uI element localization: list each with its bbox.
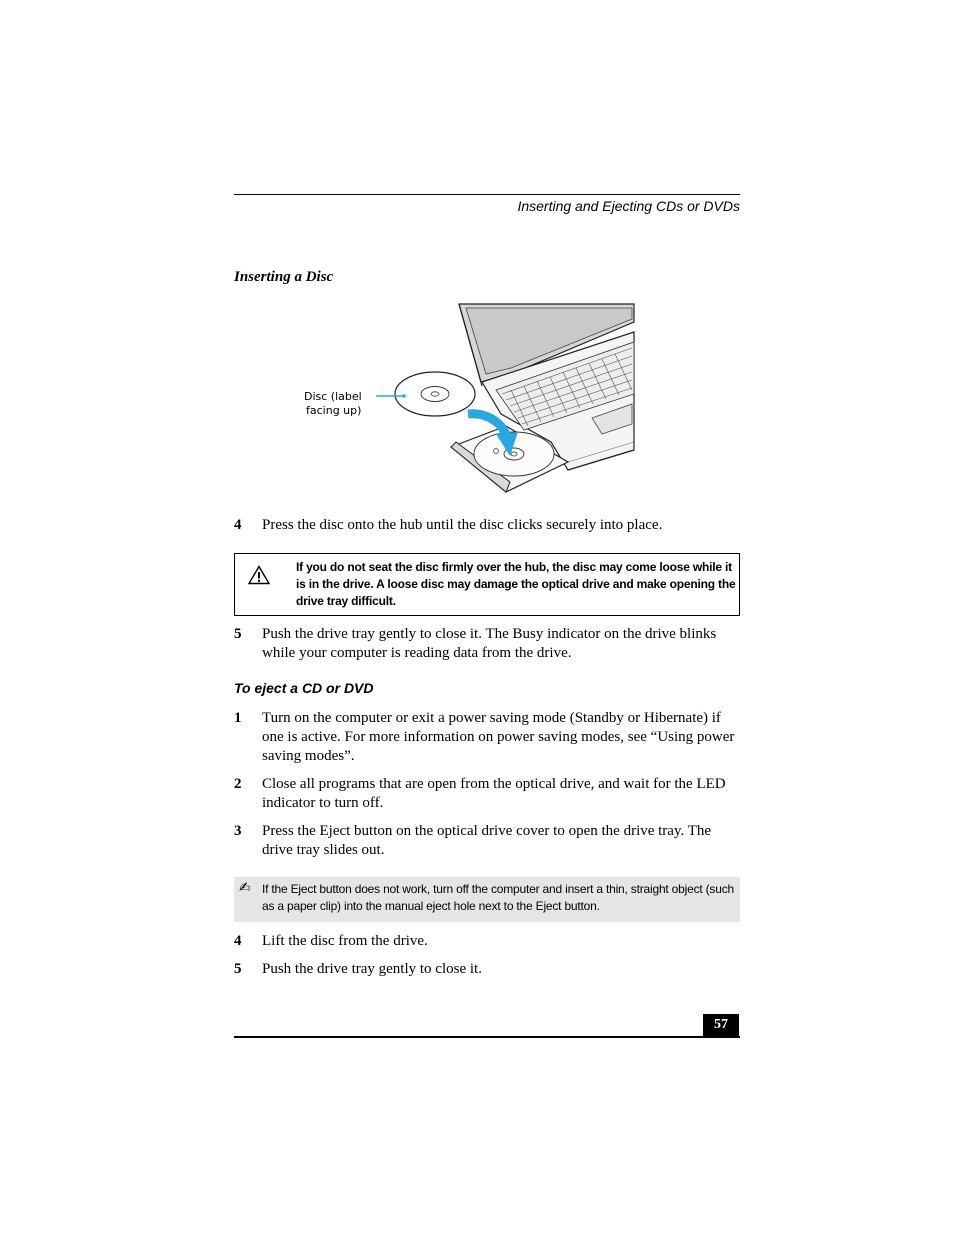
step-number: 5: [234, 626, 242, 642]
step-text: Turn on the computer or exit a power saving mode (Standby or Hibernate) if one is active. For more information on power saving modes, see “Using power saving modes”.: [262, 710, 735, 764]
header-rule: [234, 194, 740, 195]
step-text: Press the Eject button on the optical drive cover to open the drive tray. The drive tray slides out.: [262, 823, 712, 858]
footer-rule: [234, 1036, 740, 1038]
warning-text: If you do not seat the disc firmly over the hub, the disc may come loose while it is in the drive. A loose disc may damage the optical drive and make opening the drive tray difficult.: [296, 560, 736, 608]
eject-step-4: [234, 932, 740, 951]
eject-step-3: [234, 822, 740, 860]
step-number: 3: [234, 823, 242, 839]
insert-step-4: [234, 516, 740, 535]
running-title: Inserting and Ejecting CDs or DVDs: [517, 198, 740, 214]
page-number: 57: [703, 1014, 739, 1036]
warning-triangle-icon: [248, 565, 270, 585]
insert-step-5: [234, 625, 740, 663]
step-text: Push the drive tray gently to close it. The Busy indicator on the drive blinks while your computer is reading data from the drive.: [262, 626, 717, 661]
step-number: 1: [234, 710, 242, 726]
disc-illustration: [395, 372, 475, 416]
note-pen-icon: ✍: [239, 880, 251, 896]
eject-step-2: [234, 775, 740, 813]
step-number: 4: [234, 933, 242, 949]
step-number: 4: [234, 517, 242, 533]
warning-box: [234, 553, 740, 616]
note-text: If the Eject button does not work, turn off the computer and insert a thin, straight object (such as a paper clip) into the manual eject hole next to the Eject button.: [262, 882, 734, 913]
disc-callout-label: Disc (label facing up): [304, 390, 362, 417]
disc-insertion-illustration: [296, 302, 636, 502]
step-number: 2: [234, 776, 242, 792]
section-title: Inserting a Disc: [234, 269, 334, 285]
step-text: Close all programs that are open from the optical drive, and wait for the LED indicator to turn off.: [262, 776, 726, 811]
step-text: Lift the disc from the drive.: [262, 933, 428, 949]
step-text: Press the disc onto the hub until the disc clicks securely into place.: [262, 517, 663, 533]
eject-step-5: [234, 960, 740, 979]
eject-subheading: To eject a CD or DVD: [234, 680, 374, 696]
eject-step-1: [234, 709, 740, 766]
note-box: [234, 877, 740, 922]
step-number: 5: [234, 961, 242, 977]
step-text: Push the drive tray gently to close it.: [262, 961, 482, 977]
